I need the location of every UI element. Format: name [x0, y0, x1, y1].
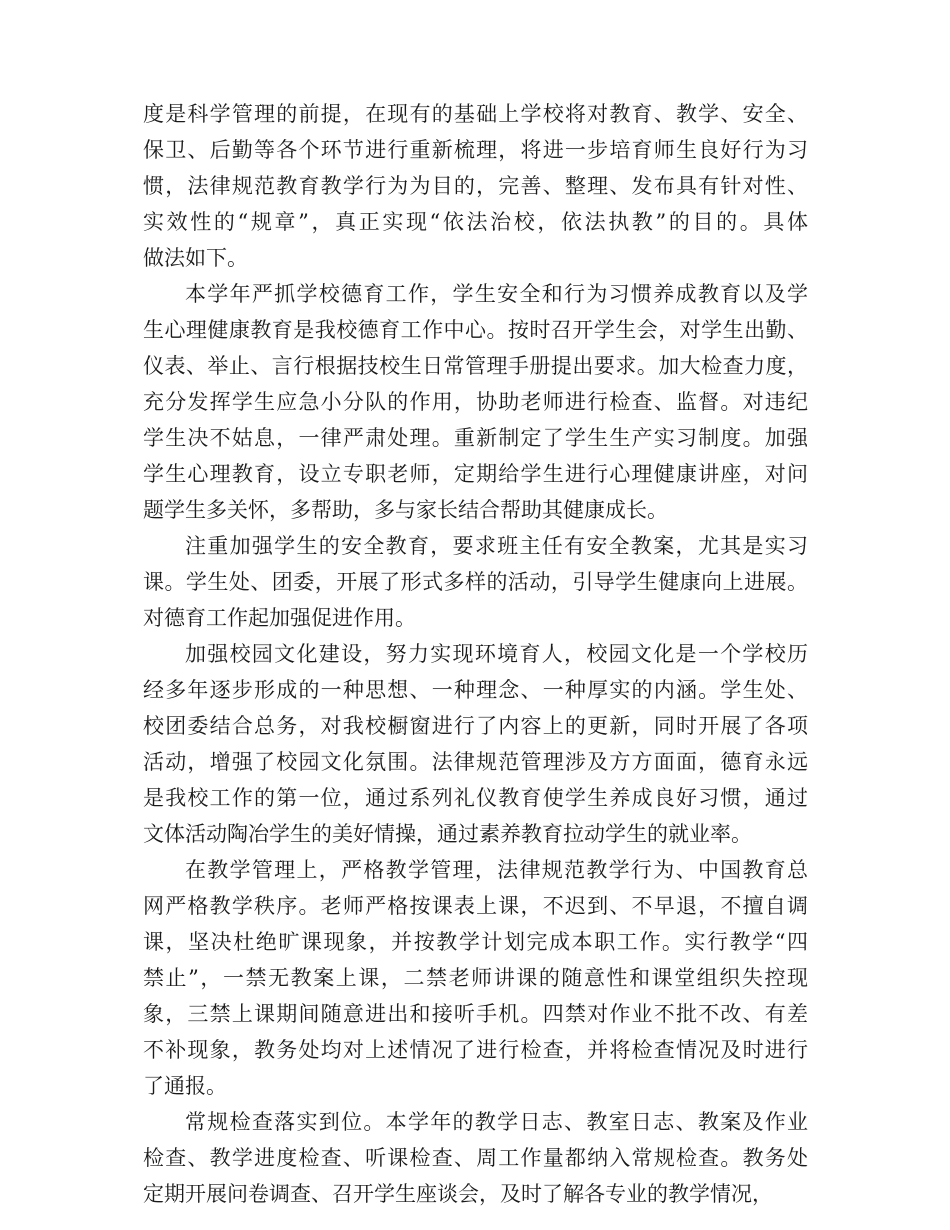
text-line: 注重加强学生的安全教育，要求班主任有安全教案，尤其是实习: [185, 534, 808, 558]
text-line: 网严格教学秩序。老师严格按课表上课，不迟到、不早退，不擅自调: [143, 894, 808, 918]
text-line: 惯，法律规范教育教学行为为目的，完善、整理、发布具有针对性、: [143, 174, 808, 198]
text-line: 校团委结合总务，对我校橱窗进行了内容上的更新，同时开展了各项: [143, 714, 808, 738]
text-line: 本学年严抓学校德育工作，学生安全和行为习惯养成教育以及学: [185, 282, 808, 306]
text-line: 学生决不姑息，一律严肃处理。重新制定了学生生产实习制度。加强: [143, 426, 808, 450]
text-line: 保卫、后勤等各个环节进行重新梳理，将进一步培育师生良好行为习: [143, 138, 808, 162]
text-line: 学生心理教育，设立专职老师，定期给学生进行心理健康讲座，对问: [143, 462, 808, 486]
text-line: 禁止”，一禁无教案上课，二禁老师讲课的随意性和课堂组织失控现: [143, 966, 808, 990]
text-line: 了通报。: [143, 1074, 227, 1098]
paragraph: [143, 96, 808, 276]
text-line: 课。学生处、团委，开展了形式多样的活动，引导学生健康向上进展。: [143, 570, 808, 594]
text-line: 定期开展问卷调查、召开学生座谈会，及时了解各专业的教学情况，: [143, 1182, 773, 1206]
text-line: 在教学管理上，严格教学管理，法律规范教学行为、中国教育总: [185, 858, 808, 882]
text-line: 文体活动陶冶学生的美好情操，通过素养教育拉动学生的就业率。: [143, 822, 752, 846]
text-line: 课，坚决杜绝旷课现象，并按教学计划完成本职工作。实行教学“四: [143, 930, 808, 954]
text-line: 检查、教学进度检查、听课检查、周工作量都纳入常规检查。教务处: [143, 1146, 808, 1170]
text-line: 对德育工作起加强促进作用。: [143, 606, 416, 630]
text-line: 经多年逐步形成的一种思想、一种理念、一种厚实的内涵。学生处、: [143, 678, 808, 702]
text-line: 常规检查落实到位。本学年的教学日志、教室日志、教案及作业: [185, 1110, 808, 1134]
paragraph: [143, 852, 808, 1104]
text-line: 做法如下。: [143, 246, 248, 270]
text-line: 加强校园文化建设，努力实现环境育人，校园文化是一个学校历: [185, 642, 808, 666]
text-line: 题学生多关怀，多帮助，多与家长结合帮助其健康成长。: [143, 498, 668, 522]
paragraph: [143, 1104, 808, 1212]
text-line: 不补现象，教务处均对上述情况了进行检查，并将检查情况及时进行: [143, 1038, 808, 1062]
paragraph: [143, 276, 808, 528]
document-body: [143, 96, 808, 1212]
text-line: 仪表、举止、言行根据技校生日常管理手册提出要求。加大检查力度，: [143, 354, 808, 378]
text-line: 生心理健康教育是我校德育工作中心。按时召开学生会，对学生出勤、: [143, 318, 808, 342]
text-line: 充分发挥学生应急小分队的作用，协助老师进行检查、监督。对违纪: [143, 390, 808, 414]
text-line: 活动，增强了校园文化氛围。法律规范管理涉及方方面面，德育永远: [143, 750, 808, 774]
paragraph: [143, 528, 808, 636]
text-line: 实效性的“规章”，真正实现“依法治校，依法执教”的目的。具体: [143, 210, 808, 234]
paragraph: [143, 636, 808, 852]
text-line: 度是科学管理的前提，在现有的基础上学校将对教育、教学、安全、: [143, 102, 808, 126]
text-line: 象，三禁上课期间随意进出和接听手机。四禁对作业不批不改、有差: [143, 1002, 808, 1026]
text-line: 是我校工作的第一位，通过系列礼仪教育使学生养成良好习惯，通过: [143, 786, 808, 810]
